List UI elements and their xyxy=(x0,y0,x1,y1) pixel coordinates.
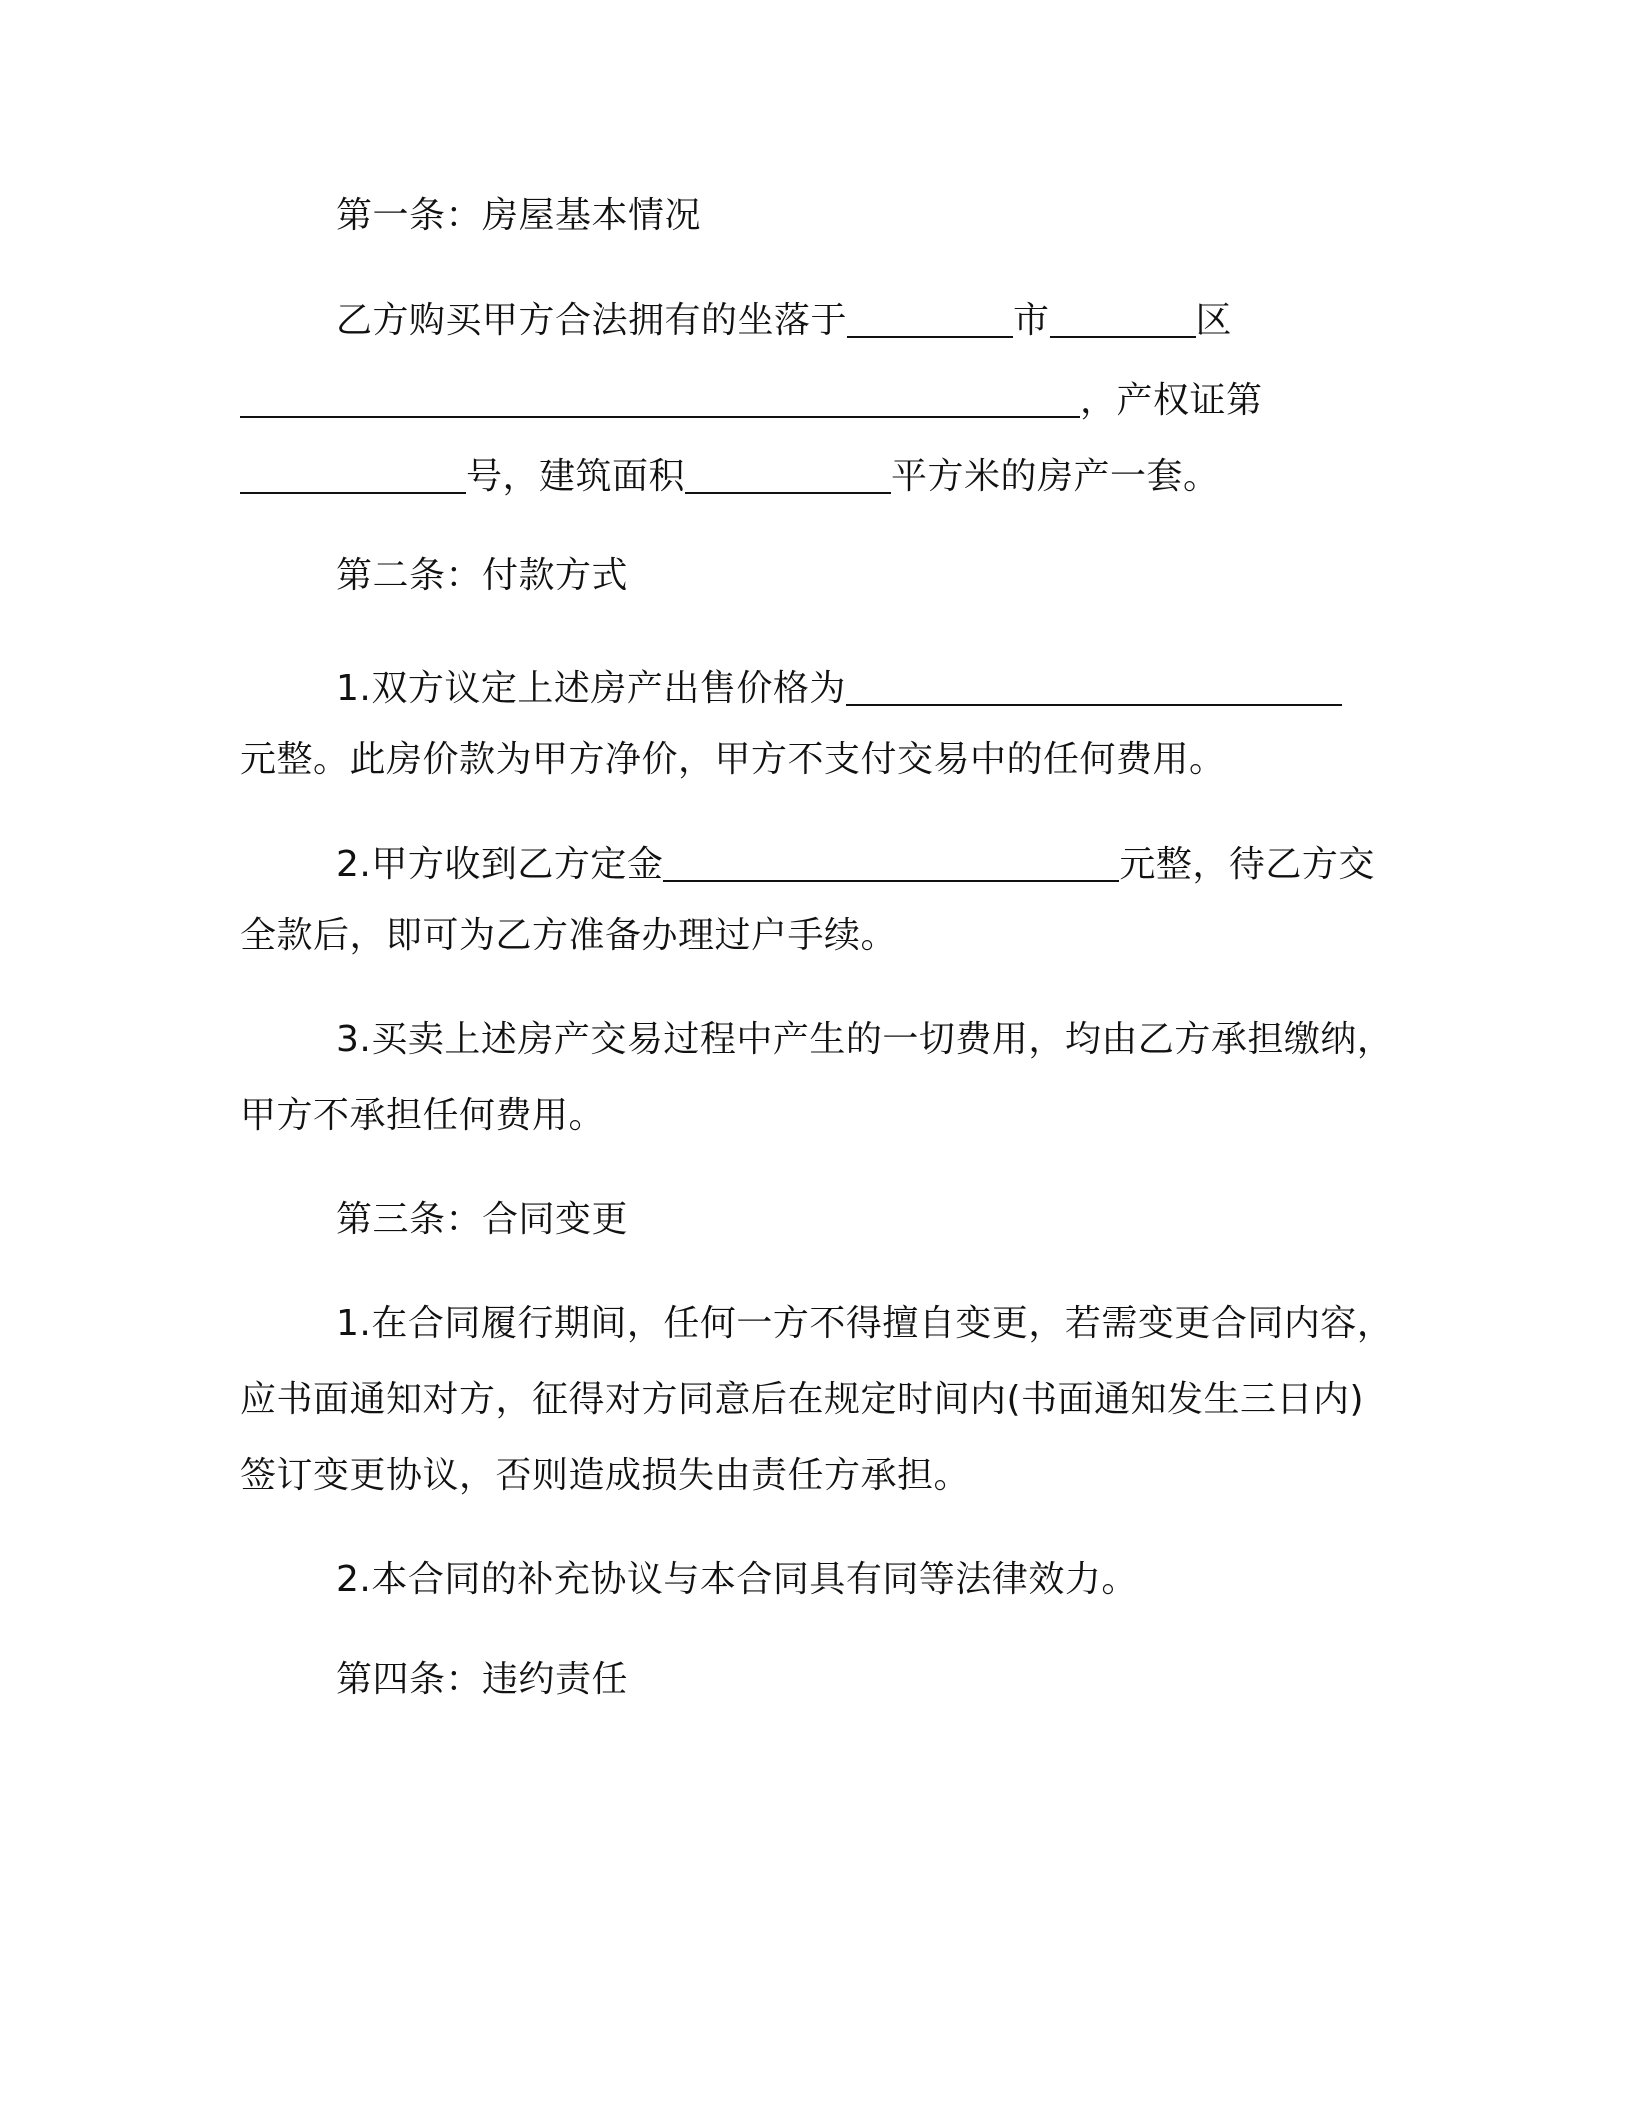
deposit-blank xyxy=(663,840,1119,876)
article-2-heading: 第二条：付款方式 xyxy=(336,555,629,596)
article-3-item-2: 2.本合同的补充协议与本合同具有同等法律效力。 xyxy=(336,1559,1138,1600)
article-4-heading: 第四条：违约责任 xyxy=(336,1659,629,1700)
address-blank xyxy=(240,376,1080,412)
article-1-paragraph-line-1: 乙方购买甲方合法拥有的坐落于 市 区 xyxy=(336,296,1232,345)
article-3-heading: 第三条：合同变更 xyxy=(336,1199,629,1240)
area-blank xyxy=(685,452,891,488)
article-3-item-1-line-2: 应书面通知对方，征得对方同意后在规定时间内(书面通知发生三日内) xyxy=(240,1379,1365,1420)
article-2-item-3-line-1: 3.买卖上述房产交易过程中产生的一切费用，均由乙方承担缴纳， xyxy=(336,1019,1394,1060)
article-2-item-2-line-1: 2.甲方收到乙方定金 元整，待乙方交 xyxy=(336,840,1375,889)
district-blank xyxy=(1050,296,1196,332)
city-blank xyxy=(847,296,1013,332)
article-1-heading: 第一条：房屋基本情况 xyxy=(336,195,702,236)
article-2-item-1-line-1: 1.双方议定上述房产出售价格为 xyxy=(336,664,1342,713)
article-2-item-1-line-2: 元整。此房价款为甲方净价，甲方不支付交易中的任何费用。 xyxy=(240,739,1226,780)
article-2-item-3-line-2: 甲方不承担任何费用。 xyxy=(240,1095,606,1136)
price-blank xyxy=(846,664,1342,700)
article-3-item-1-line-1: 1.在合同履行期间，任何一方不得擅自变更，若需变更合同内容， xyxy=(336,1303,1394,1344)
certificate-number-blank xyxy=(240,452,466,488)
article-1-paragraph-line-3: 号，建筑面积 平方米的房产一套。 xyxy=(240,452,1220,501)
article-3-item-1-line-3: 签订变更协议，否则造成损失由责任方承担。 xyxy=(240,1455,971,1496)
article-1-paragraph-line-2: ，产权证第 xyxy=(240,376,1263,425)
article-2-item-2-line-2: 全款后，即可为乙方准备办理过户手续。 xyxy=(240,915,898,956)
